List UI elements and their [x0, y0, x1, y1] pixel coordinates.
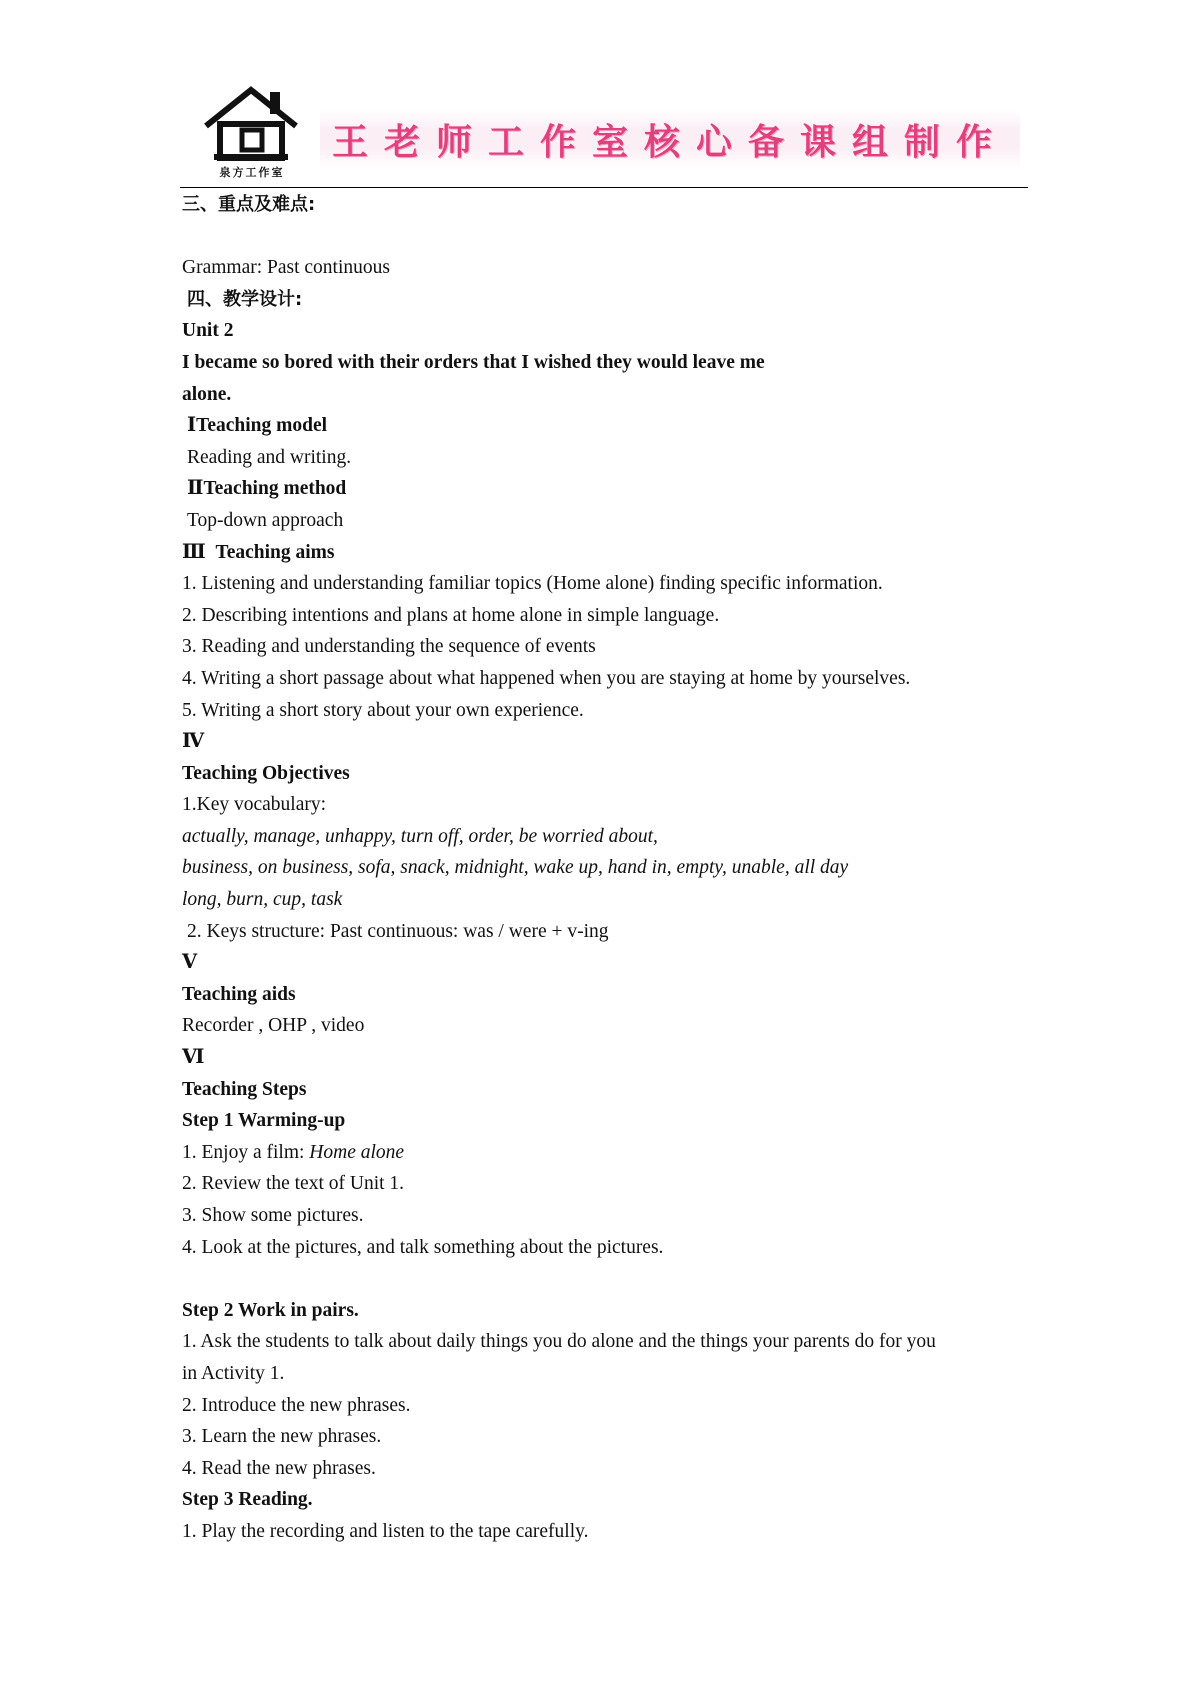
step3-heading: Step 3 Reading.	[182, 1489, 313, 1511]
step2-heading: Step 2 Work in pairs.	[182, 1299, 359, 1321]
teaching-model-text: Reading and writing.	[187, 446, 352, 468]
unit-title-line2: alone.	[182, 383, 232, 405]
roman-numeral: Ⅰ	[187, 415, 197, 437]
teaching-aids-heading: Teaching aids	[182, 983, 296, 1005]
section-heading-key-points: 三、重点及难点:	[182, 194, 316, 215]
film-title: Home alone	[309, 1141, 405, 1163]
step2-item: 3. Learn the new phrases.	[182, 1426, 382, 1448]
teaching-objectives-heading: Teaching Objectives	[182, 762, 350, 784]
unit-heading: Unit 2	[182, 320, 234, 342]
step1-item: 4. Look at the pictures, and talk something about the pictures.	[182, 1236, 664, 1258]
roman-numeral-v: Ⅴ	[182, 952, 198, 974]
unit-title-line1: I became so bored with their orders that I wished they would leave me	[182, 351, 765, 373]
teaching-method-heading	[182, 473, 1022, 505]
teaching-method-text: Top-down approach	[187, 509, 344, 531]
step1-heading: Step 1 Warming-up	[182, 1110, 346, 1132]
step2-item-line1: 1. Ask the students to talk about daily things you do alone and the things your parents do for you	[182, 1331, 936, 1353]
key-vocabulary-label: 1.Key vocabulary:	[182, 794, 327, 816]
document-body	[182, 189, 1022, 1548]
roman-numeral-vi: Ⅵ	[182, 1047, 205, 1069]
banner-text: 王老师工作室核心备课组制作	[331, 121, 1008, 163]
roman-numeral: Ⅲ	[182, 541, 206, 563]
grammar-line: Grammar: Past continuous	[182, 257, 390, 279]
blank-line	[182, 1263, 1022, 1295]
step1-item: 3. Show some pictures.	[182, 1205, 364, 1226]
section-heading-teaching-design: 四、教学设计:	[187, 288, 303, 310]
header-divider	[180, 187, 1028, 188]
page-header	[180, 86, 1028, 188]
key-structure-line: 2. Keys structure: Past continuous: was / were + v-ing	[187, 920, 609, 942]
heading-label: Teaching model	[196, 415, 328, 437]
vocabulary-line: long, burn, cup, task	[182, 889, 343, 911]
roman-numeral-iv: Ⅳ	[182, 731, 205, 753]
teaching-model-heading	[182, 410, 1022, 442]
step3-item: 1. Play the recording and listen to the tape carefully.	[182, 1520, 589, 1542]
teaching-aids-text: Recorder , OHP , video	[182, 1015, 365, 1037]
step1-item	[182, 1137, 1022, 1169]
teaching-steps-heading: Teaching Steps	[182, 1078, 307, 1100]
logo-caption: 泉方工作室	[219, 166, 285, 179]
step2-item-line2: in Activity 1.	[182, 1362, 285, 1384]
step1-item-prefix: 1. Enjoy a film:	[182, 1141, 310, 1163]
roman-numeral: Ⅱ	[187, 478, 204, 500]
step2-item: 4. Read the new phrases.	[182, 1457, 376, 1479]
aim-item: 1. Listening and understanding familiar topics (Home alone) finding specific information.	[182, 573, 883, 595]
aim-item: 5. Writing a short story about your own experience.	[182, 699, 584, 721]
blank-line	[182, 221, 1022, 253]
aim-item: 2. Describing intentions and plans at home alone in simple language.	[182, 604, 720, 626]
vocabulary-line: actually, manage, unhappy, turn off, order, be worried about,	[182, 825, 658, 847]
teaching-aims-heading	[182, 537, 1022, 569]
step2-item: 2. Introduce the new phrases.	[182, 1394, 411, 1416]
vocabulary-line: business, on business, sofa, snack, midnight, wake up, hand in, empty, unable, all day	[182, 857, 849, 879]
heading-label: Teaching aims	[215, 541, 335, 563]
header-banner	[320, 110, 1020, 168]
aim-item: 3. Reading and understanding the sequence of events	[182, 636, 596, 658]
aim-item: 4. Writing a short passage about what happened when you are staying at home by yourselves.	[182, 667, 911, 689]
heading-label: Teaching method	[203, 478, 347, 500]
step1-item: 2. Review the text of Unit 1.	[182, 1173, 405, 1195]
